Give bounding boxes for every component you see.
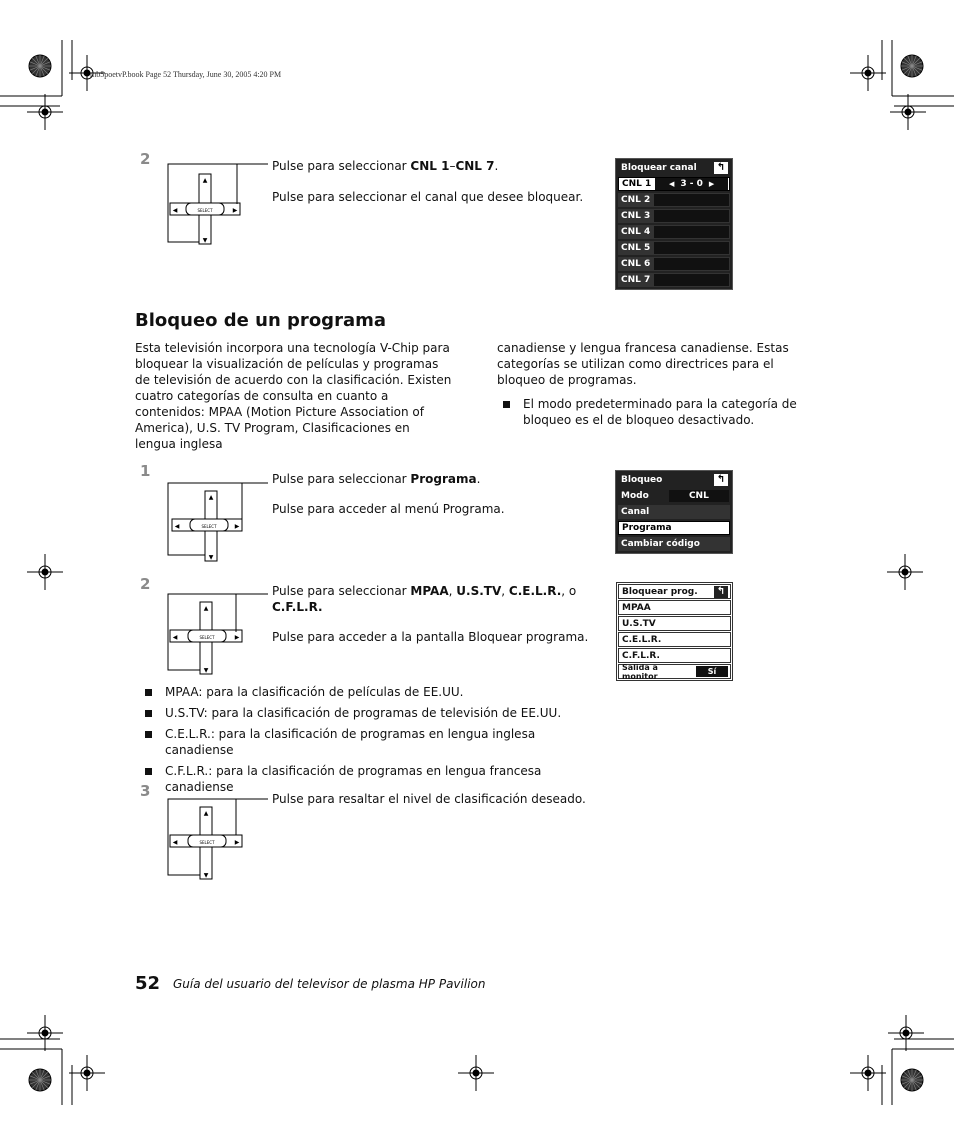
osd-row-value — [654, 226, 729, 238]
instruction-line: Pulse para acceder a la pantalla Bloquear programa. — [272, 630, 589, 644]
bullet-square-icon — [503, 401, 510, 408]
intro-bullet — [503, 396, 813, 428]
registration-target-icon — [69, 1055, 105, 1091]
bullet-text: C.F.L.R.: para la clasificación de programas en lengua francesa canadiense — [165, 764, 542, 794]
osd-row — [618, 209, 730, 223]
svg-text:▶: ▶ — [232, 207, 238, 214]
osd-row-label: CNL 5 — [621, 243, 651, 253]
bullet-list — [145, 684, 605, 795]
osd-row-label: CNL 7 — [621, 275, 651, 285]
osd-row-value — [654, 210, 729, 222]
instruction-text: – — [449, 159, 456, 173]
svg-text:◀: ◀ — [172, 207, 178, 214]
osd-value-text: 3 - 0 — [680, 179, 703, 189]
registration-target-icon — [890, 94, 926, 130]
registration-target-icon — [850, 1055, 886, 1091]
remote-dpad-diagram — [162, 795, 282, 885]
osd-menu-title: Bloqueo — [621, 475, 663, 485]
osd-row — [618, 225, 730, 239]
bullet-text: MPAA: para la clasificación de películas de EE.UU. — [165, 685, 464, 699]
list-item — [145, 684, 605, 700]
osd-row — [618, 193, 730, 207]
svg-text:▶: ▶ — [234, 634, 240, 641]
svg-text:▶: ▶ — [234, 839, 240, 846]
svg-text:▶: ▶ — [234, 523, 240, 530]
registration-target-icon — [458, 1055, 494, 1091]
registration-target-icon — [888, 1015, 924, 1051]
svg-text:▲: ▲ — [203, 605, 209, 612]
instruction-text: . — [494, 159, 499, 173]
bullet-square-icon — [145, 710, 152, 717]
registration-target-icon — [887, 554, 923, 590]
instruction-bold: MPAA — [410, 584, 449, 598]
footer-title: Guía del usuario del televisor de plasma HP Pavilion — [173, 977, 486, 991]
instruction-line: Pulse para resaltar el nivel de clasificación deseado. — [272, 792, 586, 806]
svg-text:▼: ▼ — [202, 237, 208, 244]
instruction-line — [272, 158, 498, 174]
return-icon: ↰ — [714, 474, 728, 486]
svg-text:◀: ◀ — [172, 839, 178, 846]
svg-text:▲: ▲ — [203, 810, 209, 817]
bullet-square-icon — [145, 731, 152, 738]
registration-target-icon — [27, 94, 63, 130]
select-label: SELECT — [199, 840, 215, 845]
instruction-text: Pulse para seleccionar — [272, 472, 411, 486]
instruction-line — [272, 471, 480, 487]
remote-dpad-diagram — [162, 590, 282, 680]
osd-menu-bloquear-prog — [616, 582, 733, 681]
osd-menu-header — [618, 584, 731, 599]
osd-row — [618, 257, 730, 271]
color-rosette-icon — [29, 55, 51, 77]
osd-row-programa: Programa — [618, 521, 730, 535]
osd-row-mpaa: MPAA — [618, 600, 731, 615]
osd-menu-header — [618, 473, 730, 487]
instruction-text: . — [476, 472, 481, 486]
instruction-line: Pulse para seleccionar el canal que desee bloquear. — [272, 190, 584, 204]
instruction-text: , — [501, 584, 509, 598]
step-number: 3 — [140, 782, 151, 800]
list-item — [145, 726, 605, 758]
instruction-bold: U.S.TV — [456, 584, 502, 598]
osd-row-value: CNL — [669, 490, 729, 502]
instruction-text: , o — [561, 584, 577, 598]
select-label: SELECT — [201, 524, 217, 529]
osd-row — [618, 273, 730, 287]
osd-row-label: Modo — [621, 491, 649, 501]
osd-menu-title: Bloquear prog. — [622, 586, 698, 597]
osd-row-celr: C.E.L.R. — [618, 632, 731, 647]
return-icon: ↰ — [714, 162, 728, 174]
osd-row-label: CNL 1 — [622, 179, 652, 189]
osd-row-value: Sí — [696, 666, 728, 677]
step-number: 1 — [140, 462, 151, 480]
osd-menu-bloqueo — [615, 470, 733, 554]
bullet-text: C.E.L.R.: para la clasificación de programas en lengua inglesa canadiense — [165, 727, 536, 757]
osd-menu-header — [618, 161, 730, 175]
color-rosette-icon — [901, 55, 923, 77]
page-number: 52 — [135, 973, 161, 994]
svg-text:◀: ◀ — [172, 634, 178, 641]
instruction-bold: CNL 7 — [455, 159, 495, 173]
osd-row-label: CNL 2 — [621, 195, 651, 205]
osd-row-value — [654, 274, 729, 286]
svg-text:◀: ◀ — [174, 523, 180, 530]
instruction-bold: Programa — [410, 472, 477, 486]
instruction-text: , — [448, 584, 457, 598]
left-arrow-icon: ◀ — [668, 180, 675, 188]
osd-row-ustv: U.S.TV — [618, 616, 731, 631]
step-number: 2 — [140, 575, 151, 593]
osd-row — [618, 241, 730, 255]
osd-row-salida — [618, 664, 731, 679]
osd-row-modo — [618, 489, 730, 503]
svg-text:▼: ▼ — [203, 872, 209, 879]
osd-row-label: CNL 6 — [621, 259, 651, 269]
list-item — [145, 705, 605, 721]
intro-paragraph-continued: canadiense y lengua francesa canadiense. Estas categorías se utilizan como directrices para el bloqueo de programas. — [497, 341, 789, 387]
intro-paragraph: Esta televisión incorpora una tecnología V-Chip para bloquear la visualización de películas y programas de televisión de acuerdo con la clasificación. Existen cuatro categorías de consulta en cuanto a contenidos: MPAA (Motion Picture Association of America), U.S. TV Program, Clasificaciones en lengua inglesa — [135, 341, 452, 451]
instruction-bold: C.E.L.R. — [508, 584, 562, 598]
registration-target-icon — [850, 55, 886, 91]
osd-row-label: Salida a monitor — [622, 662, 658, 681]
bullet-text: U.S.TV: para la clasificación de programas de televisión de EE.UU. — [165, 706, 562, 720]
svg-text:▼: ▼ — [208, 554, 214, 561]
osd-row-cambiar-codigo: Cambiar código — [618, 537, 730, 551]
bullet-text: El modo predeterminado para la categoría de bloqueo es el de bloqueo desactivado. — [523, 397, 797, 427]
osd-row-value — [654, 242, 729, 254]
osd-menu-title: Bloquear canal — [621, 163, 697, 173]
instruction-bold: C.F.L.R. — [272, 600, 323, 614]
bullet-square-icon — [145, 768, 152, 775]
registration-target-icon — [27, 1015, 63, 1051]
osd-row-value — [654, 194, 729, 206]
bullet-square-icon — [145, 689, 152, 696]
color-rosette-icon — [29, 1069, 51, 1091]
instruction-bold: CNL 1 — [410, 159, 450, 173]
svg-text:▼: ▼ — [203, 667, 209, 674]
select-label: SELECT — [199, 635, 215, 640]
svg-text:▲: ▲ — [202, 177, 208, 184]
instruction-line: Pulse para acceder al menú Programa. — [272, 502, 505, 516]
registration-target-icon — [27, 554, 63, 590]
instruction-text: Pulse para seleccionar — [272, 584, 411, 598]
svg-text:▲: ▲ — [208, 494, 214, 501]
remote-dpad-diagram — [162, 477, 282, 567]
osd-menu-bloquear-canal — [615, 158, 733, 290]
color-rosette-icon — [901, 1069, 923, 1091]
print-header: mb5poetvP.book Page 52 Thursday, June 30, 2005 4:20 PM — [90, 70, 282, 79]
osd-row-canal: Canal — [618, 505, 730, 519]
return-icon: ↰ — [714, 586, 728, 598]
osd-row-value — [655, 178, 728, 190]
osd-row-value — [654, 258, 729, 270]
right-arrow-icon: ▶ — [708, 180, 715, 188]
instruction-text: Pulse para seleccionar — [272, 159, 411, 173]
osd-row-label: CNL 3 — [621, 211, 651, 221]
section-heading: Bloqueo de un programa — [135, 310, 386, 331]
remote-dpad-diagram — [162, 160, 282, 250]
step-number: 2 — [140, 150, 151, 168]
osd-row-cnl1 — [618, 177, 730, 191]
instruction-line — [272, 583, 592, 615]
osd-row-cflr: C.F.L.R. — [618, 648, 731, 663]
osd-row-label: CNL 4 — [621, 227, 651, 237]
select-label: SELECT — [197, 208, 213, 213]
